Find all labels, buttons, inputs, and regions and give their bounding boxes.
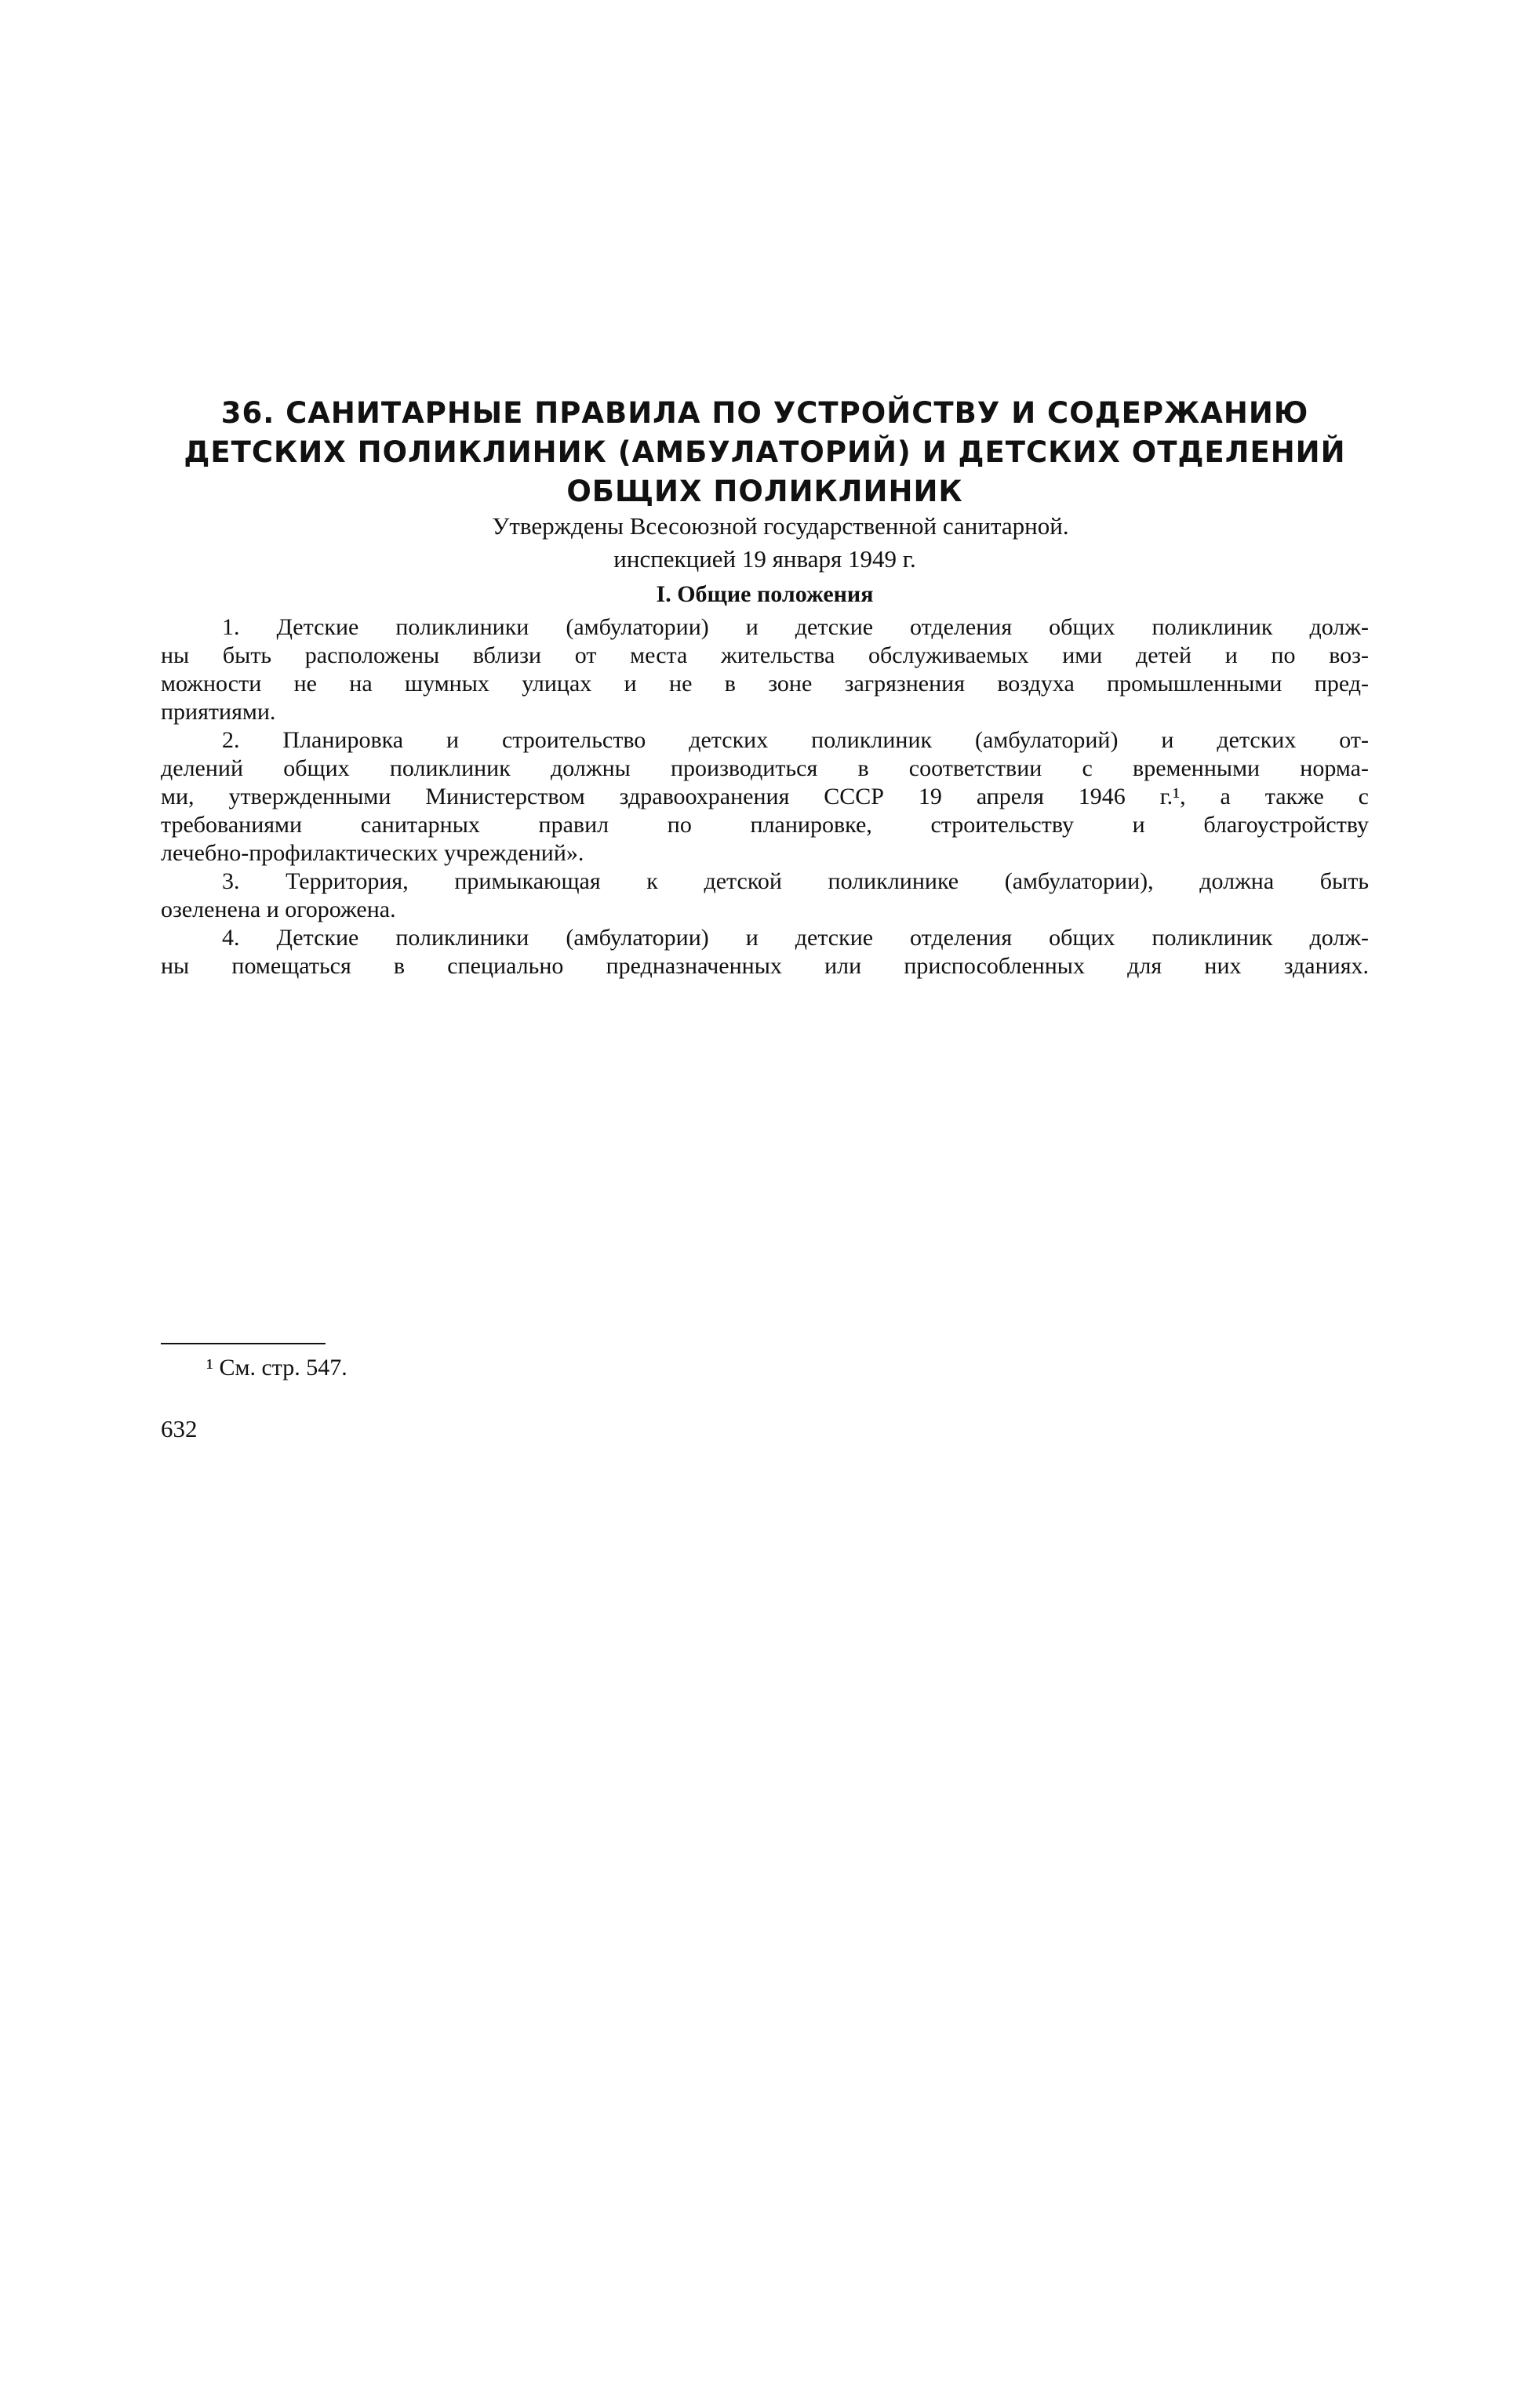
paragraph-1 [161, 613, 1369, 726]
paragraph-line: лечебно-профилактических учреждений». [161, 840, 584, 866]
paragraph-line: 4. Детские поликлиники (амбулатории) и детские отделения общих поликлиник долж- [222, 925, 1369, 951]
title-line: 36. САНИТАРНЫЕ ПРАВИЛА ПО УСТРОЙСТВУ И СОДЕРЖАНИЮ [220, 396, 1309, 430]
paragraph-line: ми, утвержденными Министерством здравоохранения СССР 19 апреля 1946 г.¹, а также с [161, 784, 1369, 809]
paragraph-line: ны помещаться в специально предназначенных или приспособленных для них зданиях. [161, 953, 1369, 979]
document-page [161, 0, 1369, 2408]
body-text [161, 613, 1369, 980]
paragraph-line: 1. Детские поликлиники (амбулатории) и детские отделения общих поликлиник долж- [222, 614, 1369, 640]
footnote: ¹ См. стр. 547. [206, 1355, 347, 1380]
approval-line: Утверждены Всесоюзной государственной санитарной. [492, 512, 1069, 540]
page-number: 632 [161, 1415, 198, 1442]
title-line: ДЕТСКИХ ПОЛИКЛИНИК (АМБУЛАТОРИЙ) И ДЕТСКИХ ОТДЕЛЕНИЙ [184, 435, 1346, 469]
title-line: ОБЩИХ ПОЛИКЛИНИК [566, 475, 963, 508]
document-title [161, 394, 1369, 511]
section-heading: I. Общие положения [656, 581, 874, 607]
paragraph-line: приятиями. [161, 699, 276, 725]
paragraph-line: 2. Планировка и строительство детских поликлиник (амбулаторий) и детских от- [222, 727, 1369, 753]
paragraph-line: озеленена и огорожена. [161, 897, 396, 922]
paragraph-2 [161, 726, 1369, 868]
approval-line: инспекцией 19 января 1949 г. [613, 545, 916, 573]
paragraph-line: делений общих поликлиник должны производиться в соответствии с временными норма- [161, 755, 1369, 781]
footnote-divider [161, 1343, 326, 1344]
paragraph-line: 3. Территория, примыкающая к детской поликлинике (амбулатории), должна быть [222, 868, 1369, 894]
paragraph-line: ны быть расположены вблизи от места жительства обслуживаемых ими детей и по воз- [161, 642, 1369, 668]
paragraph-4 [161, 924, 1369, 980]
approval-note [161, 510, 1369, 576]
paragraph-line: требованиями санитарных правил по планировке, строительству и благоустройству [161, 812, 1369, 838]
paragraph-3 [161, 868, 1369, 924]
paragraph-line: можности не на шумных улицах и не в зоне загрязнения воздуха промышленными пред- [161, 671, 1369, 697]
